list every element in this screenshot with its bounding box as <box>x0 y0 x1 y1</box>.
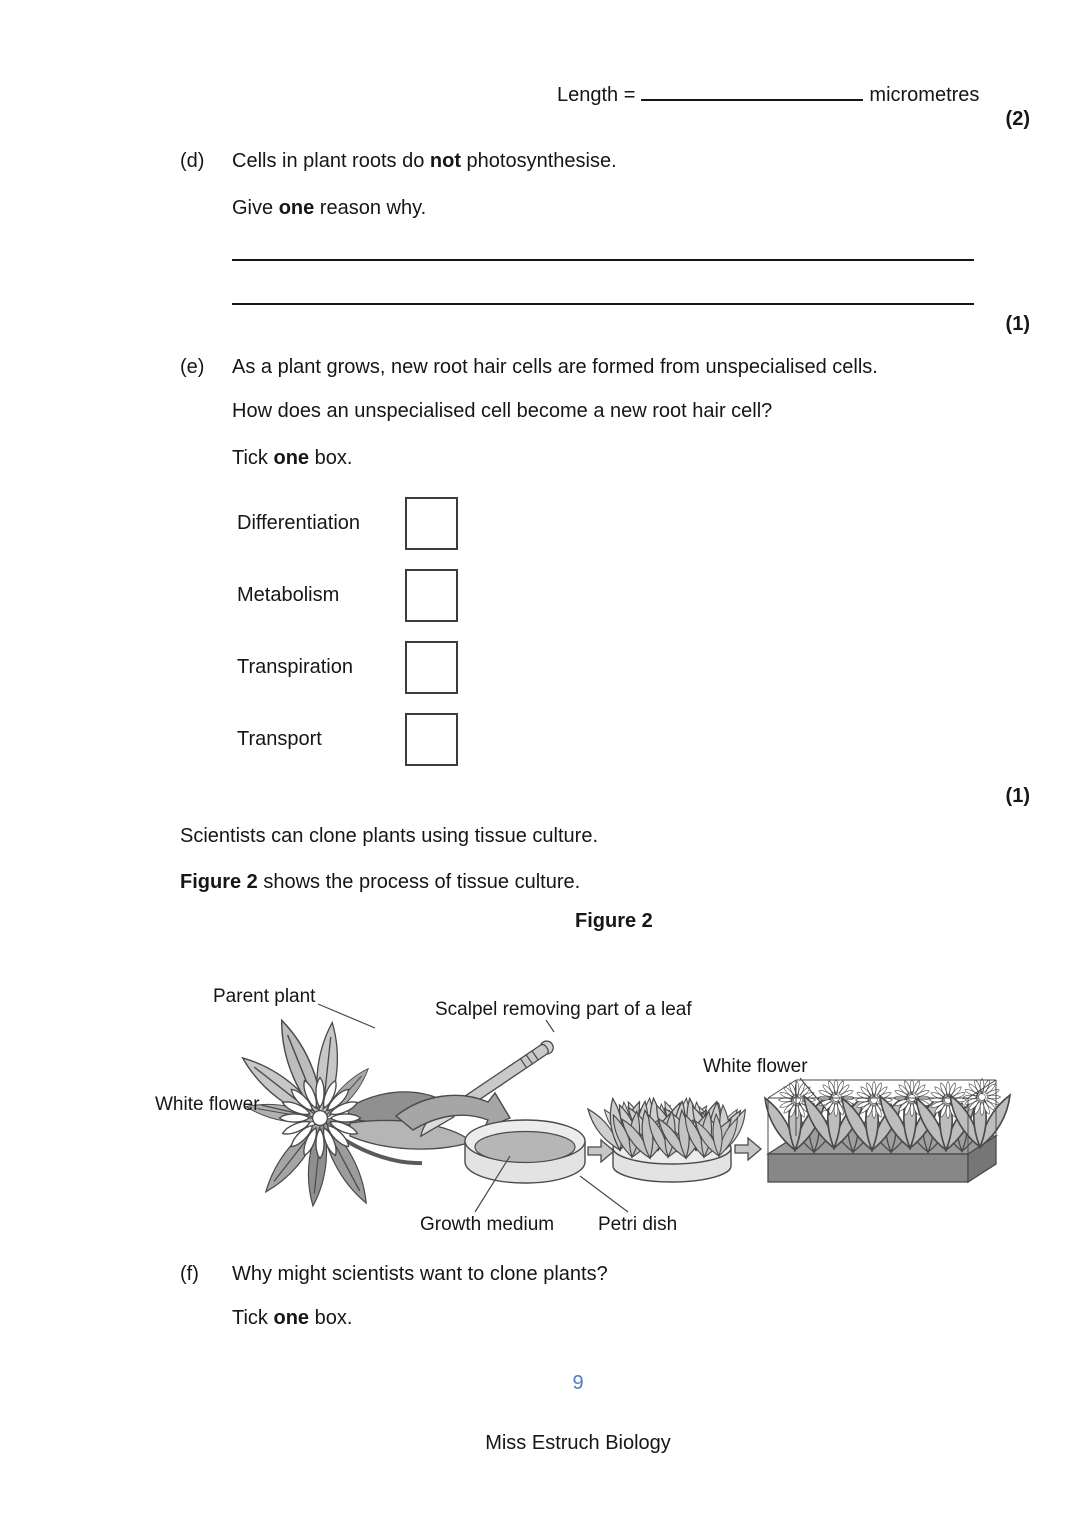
option-row-differentiation <box>237 497 458 550</box>
tick-box-metabolism[interactable] <box>405 569 458 622</box>
option-label-transport: Transport <box>237 728 322 750</box>
flowering-tray-drawing <box>760 1078 1016 1182</box>
answer-line-1[interactable] <box>232 259 974 261</box>
tick-post-f: box. <box>309 1307 353 1329</box>
option-row-metabolism <box>237 569 458 622</box>
marks-1-e: (1) <box>1005 785 1030 807</box>
figure-ref-rest: shows the process of tissue culture. <box>257 871 581 893</box>
tick-bold-f: one <box>273 1307 310 1329</box>
label-parent-plant: Parent plant <box>213 986 316 1007</box>
growth-medium-drawing <box>475 1132 575 1163</box>
question-d-stem-bold: not <box>429 150 461 172</box>
question-e-question: How does an unspecialised cell become a new root hair cell? <box>232 400 773 422</box>
length-answer-row <box>557 80 979 107</box>
footer-brand: Miss Estruch Biology <box>485 1432 671 1454</box>
label-white-flower-right: White flower <box>703 1056 808 1077</box>
label-petri-dish: Petri dish <box>598 1214 678 1235</box>
tick-bold: one <box>273 447 310 469</box>
length-answer-blank[interactable] <box>641 80 863 101</box>
option-label-transpiration: Transpiration <box>237 656 353 678</box>
figure-reference <box>180 871 580 894</box>
figure-ref-bold: Figure 2 <box>180 871 258 893</box>
tick-box-transpiration[interactable] <box>405 641 458 694</box>
tick-box-differentiation[interactable] <box>405 497 458 550</box>
white-flower-drawing <box>280 1078 361 1159</box>
process-arrow-2 <box>735 1138 761 1160</box>
question-d-stem <box>232 150 617 173</box>
clone-intro: Scientists can clone plants using tissue culture. <box>180 825 598 847</box>
length-label: Length = <box>557 84 636 106</box>
figure-title: Figure 2 <box>575 910 653 932</box>
option-label-metabolism: Metabolism <box>237 584 340 606</box>
figure-2-diagram <box>150 958 1050 1258</box>
question-e-stem: As a plant grows, new root hair cells are formed from unspecialised cells. <box>232 356 878 378</box>
option-row-transport <box>237 713 458 766</box>
marks-2: (2) <box>1005 108 1030 130</box>
label-white-flower-left: White flower <box>155 1094 260 1115</box>
question-d-instruction <box>232 197 426 220</box>
plantlets-dish-drawing <box>582 1094 752 1182</box>
question-d-stem-post: photosynthesise. <box>460 150 617 172</box>
tick-pre: Tick <box>232 447 274 469</box>
question-d-give-bold: one <box>278 197 315 219</box>
tick-box-transport[interactable] <box>405 713 458 766</box>
question-d-letter: (d) <box>180 150 205 172</box>
question-e-letter: (e) <box>180 356 205 378</box>
question-f-question: Why might scientists want to clone plants? <box>232 1263 608 1285</box>
answer-line-2[interactable] <box>232 303 974 305</box>
petri-dish-drawing <box>465 1120 585 1183</box>
label-growth-medium: Growth medium <box>420 1214 555 1235</box>
tick-pre-f: Tick <box>232 1307 274 1329</box>
option-label-differentiation: Differentiation <box>237 512 361 534</box>
question-d-stem-pre: Cells in plant roots do <box>232 150 430 172</box>
tick-post: box. <box>309 447 353 469</box>
label-scalpel: Scalpel removing part of a leaf <box>435 999 692 1020</box>
page-number: 9 <box>572 1372 584 1394</box>
question-f-tick-instruction <box>232 1307 352 1330</box>
marks-1-d: (1) <box>1005 313 1030 335</box>
question-d-give-post: reason why. <box>314 197 427 219</box>
length-unit: micrometres <box>869 84 980 106</box>
option-row-transpiration <box>237 641 458 694</box>
question-e-tick-instruction <box>232 447 352 470</box>
question-f-letter: (f) <box>180 1263 199 1285</box>
question-d-give-pre: Give <box>232 197 279 219</box>
